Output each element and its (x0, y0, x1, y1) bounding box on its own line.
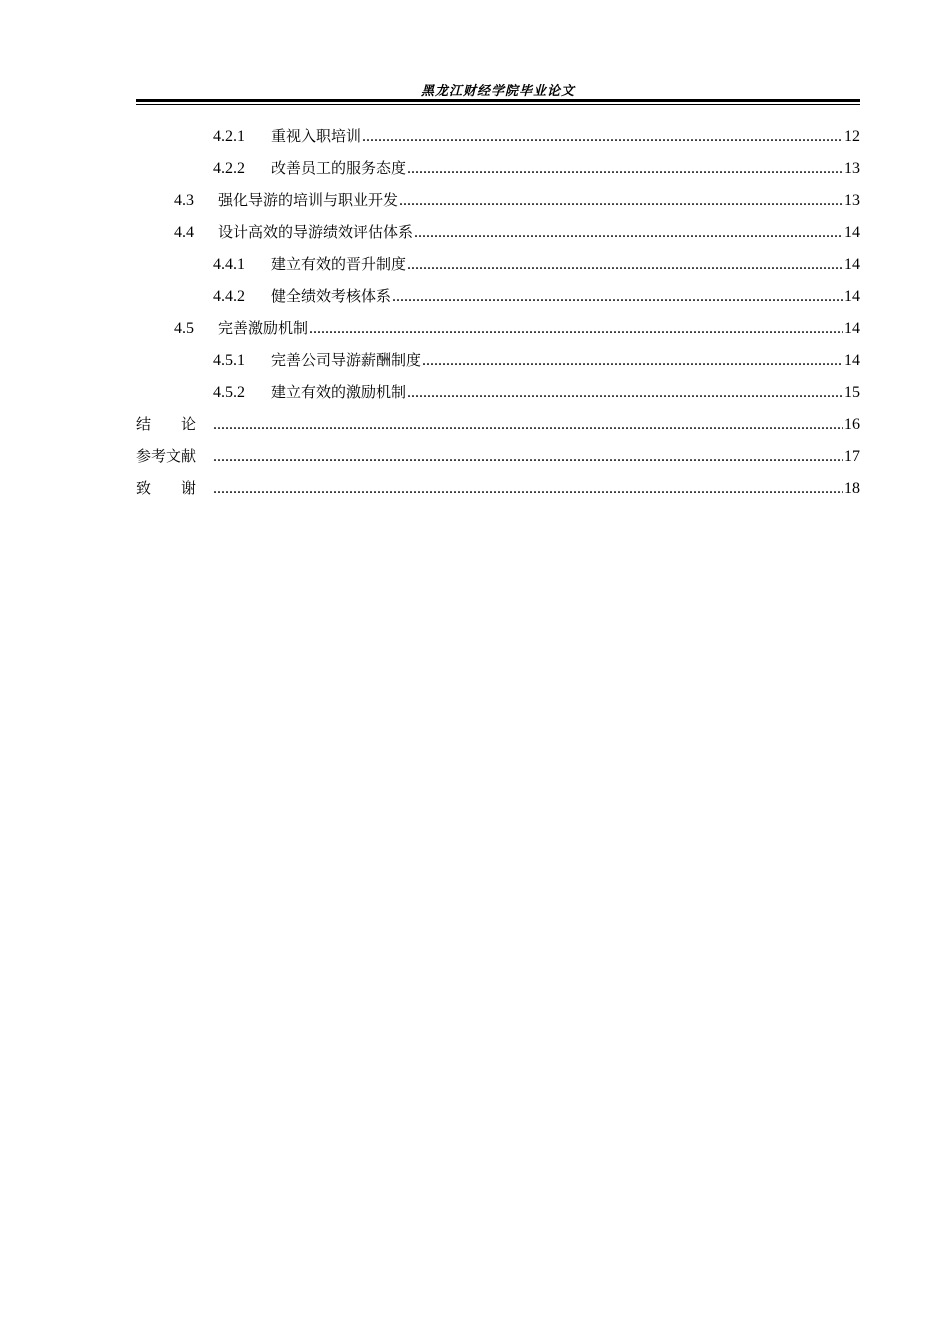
toc-entry-title: 重视入职培训 (271, 127, 362, 145)
table-of-contents (136, 120, 860, 504)
toc-entry[interactable] (136, 120, 860, 152)
header-rule-thick (136, 99, 860, 102)
toc-entry-title: 建立有效的激励机制 (271, 383, 407, 401)
toc-entry-page: 16 (844, 416, 860, 433)
toc-entry-title: 完善激励机制 (218, 319, 309, 337)
toc-entry-title: 强化导游的培训与职业开发 (218, 191, 399, 209)
toc-entry-title: 完善公司导游薪酬制度 (271, 351, 422, 369)
toc-leader-dots (407, 153, 843, 185)
toc-leader-dots (407, 377, 843, 409)
toc-entry-page: 13 (844, 192, 860, 209)
toc-leader-dots (213, 473, 843, 505)
toc-entry-title: 结 论 (136, 415, 197, 433)
toc-entry[interactable] (136, 248, 860, 280)
toc-leader-dots (399, 185, 843, 217)
toc-entry-title: 设计高效的导游绩效评估体系 (218, 223, 414, 241)
toc-entry-number: 4.4.2 (213, 288, 245, 305)
toc-leader-dots (213, 441, 843, 473)
toc-leader-dots (392, 281, 843, 313)
toc-entry-title: 致 谢 (136, 479, 197, 497)
toc-entry-page: 14 (844, 224, 860, 241)
toc-entry-number: 4.5.2 (213, 384, 245, 401)
header-rule-thin (136, 104, 860, 105)
toc-entry-title: 建立有效的晋升制度 (271, 255, 407, 273)
toc-entry[interactable] (136, 408, 860, 440)
toc-entry-title: 参考文献 (136, 447, 197, 465)
toc-entry-page: 14 (844, 352, 860, 369)
toc-entry[interactable] (136, 216, 860, 248)
toc-entry-number: 4.4 (174, 224, 194, 241)
toc-entry-title: 改善员工的服务态度 (271, 159, 407, 177)
toc-entry-page: 18 (844, 480, 860, 497)
toc-entry[interactable] (136, 472, 860, 504)
toc-entry[interactable] (136, 312, 860, 344)
toc-entry-page: 14 (844, 320, 860, 337)
toc-leader-dots (414, 217, 843, 249)
toc-entry[interactable] (136, 280, 860, 312)
toc-leader-dots (309, 313, 843, 345)
toc-entry[interactable] (136, 344, 860, 376)
toc-entry-number: 4.2.2 (213, 160, 245, 177)
toc-leader-dots (422, 345, 843, 377)
toc-entry-page: 13 (844, 160, 860, 177)
toc-entry-title: 健全绩效考核体系 (271, 287, 392, 305)
toc-entry[interactable] (136, 184, 860, 216)
toc-entry-number: 4.3 (174, 192, 194, 209)
toc-entry-page: 17 (844, 448, 860, 465)
page-header-title: 黑龙江财经学院毕业论文 (420, 84, 575, 99)
toc-entry-page: 12 (844, 128, 860, 145)
toc-entry[interactable] (136, 376, 860, 408)
toc-entry-page: 14 (844, 288, 860, 305)
toc-entry[interactable] (136, 152, 860, 184)
toc-entry-page: 14 (844, 256, 860, 273)
toc-entry-number: 4.2.1 (213, 128, 245, 145)
toc-entry[interactable] (136, 440, 860, 472)
toc-leader-dots (407, 249, 843, 281)
toc-entry-number: 4.5 (174, 320, 194, 337)
toc-leader-dots (213, 409, 843, 441)
toc-entry-page: 15 (844, 384, 860, 401)
toc-entry-number: 4.5.1 (213, 352, 245, 369)
toc-entry-number: 4.4.1 (213, 256, 245, 273)
toc-leader-dots (362, 121, 843, 153)
